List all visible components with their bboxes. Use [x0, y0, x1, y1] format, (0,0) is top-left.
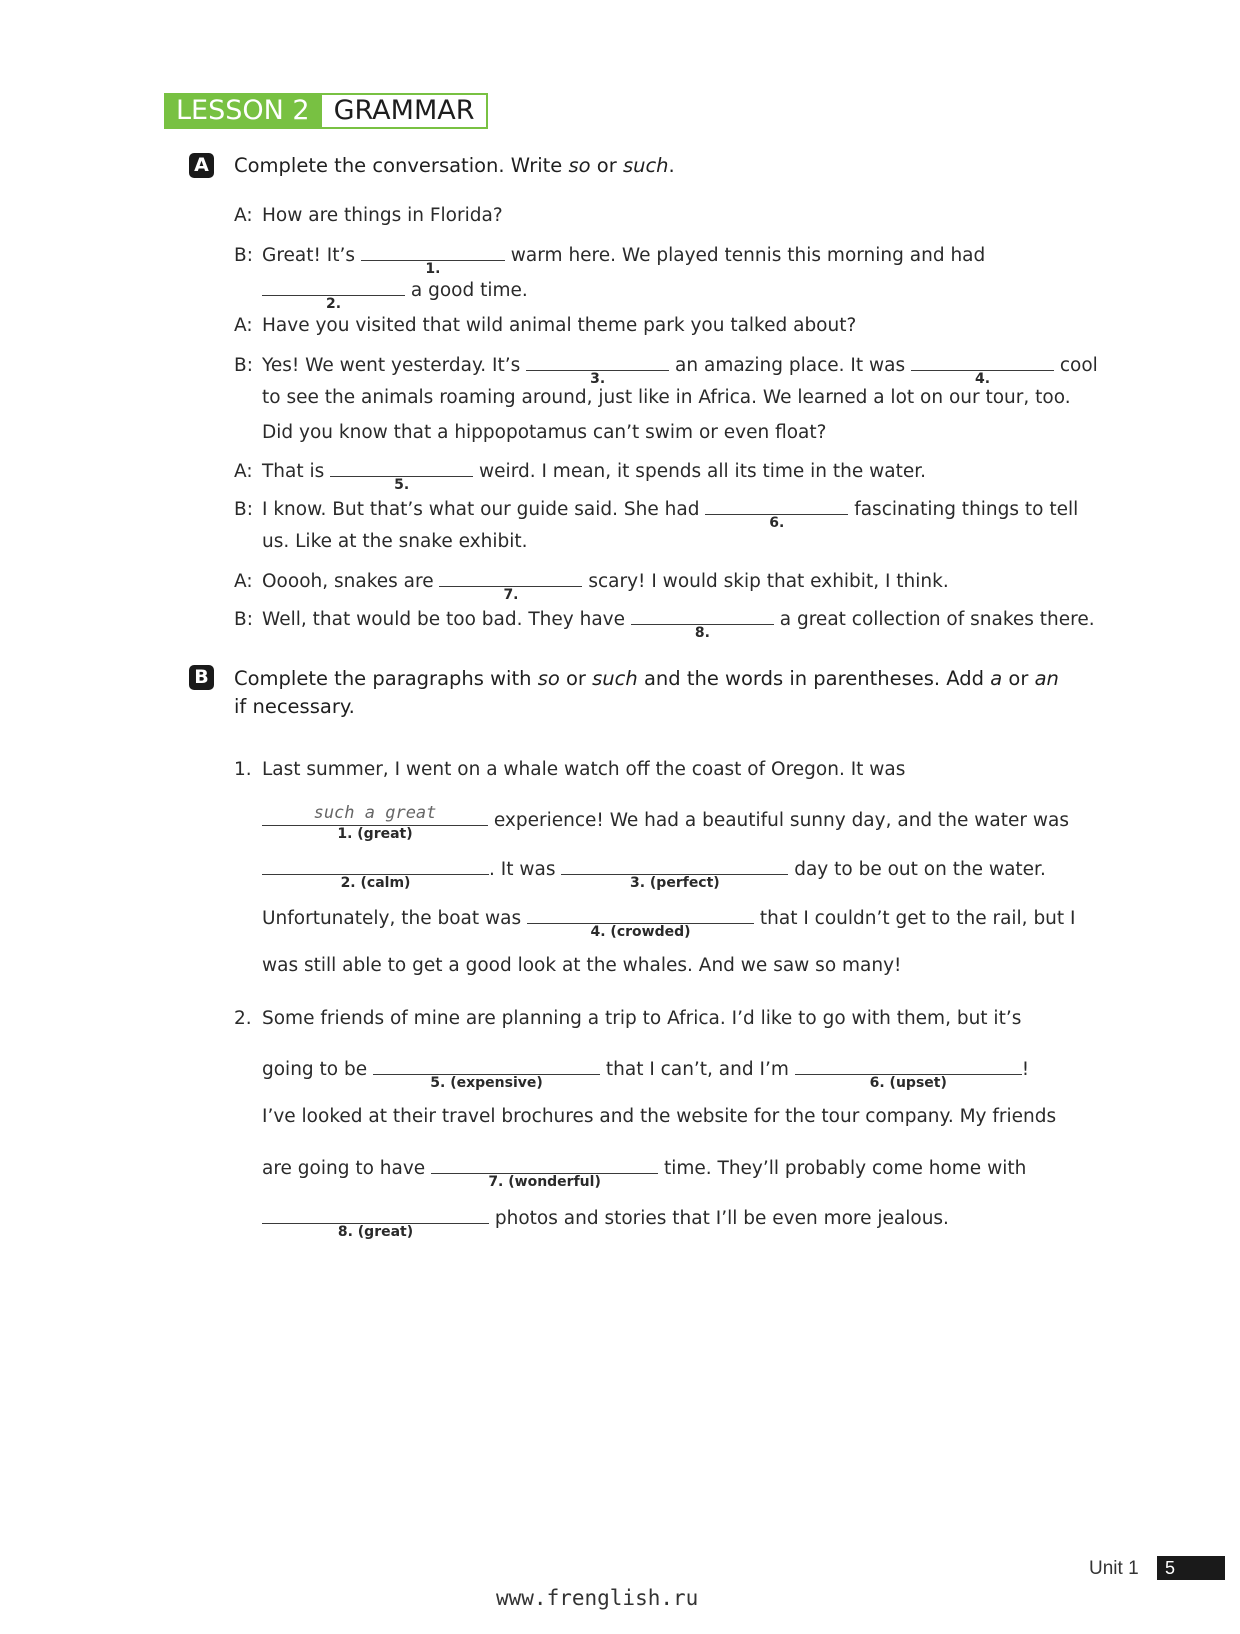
speaker: B: [234, 245, 253, 266]
item-number: 2. [234, 1008, 252, 1029]
paragraph-line [262, 954, 901, 978]
lesson-header [164, 93, 488, 129]
line-text: weird. I mean, it spends all its time in the water. [473, 461, 927, 482]
blank-number: 5. [394, 477, 410, 493]
line-text: I know. But that’s what our guide said. She had [262, 499, 706, 520]
instr-text: if necessary. [234, 695, 355, 718]
instr-text: Complete the conversation. Write [234, 154, 569, 177]
speaker: A: [234, 205, 253, 226]
blank-hint: 2. (calm) [340, 875, 411, 891]
line-text: Great! It’s [262, 245, 361, 266]
speaker: B: [234, 355, 253, 376]
dialogue-line [234, 606, 1095, 641]
line-text: That is [262, 461, 331, 482]
blank-hint: 7. (wonderful) [488, 1174, 601, 1190]
instr-text: or [1002, 667, 1035, 690]
line-text: to see the animals roaming around, just like in Africa. We learned a lot on our tour, too. [262, 387, 1071, 408]
line-text: scary! I would skip that exhibit, I think. [582, 571, 949, 592]
answer-blank[interactable] [439, 568, 582, 603]
blank-number: 1. [425, 261, 441, 277]
dialogue-line [234, 421, 826, 445]
line-text: experience! We had a beautiful sunny day, and the water was [488, 810, 1069, 831]
blank-hint: 5. (expensive) [430, 1075, 543, 1091]
answer-blank[interactable] [262, 856, 489, 891]
section-a-instructions [234, 154, 675, 177]
line-text: an amazing place. It was [669, 355, 911, 376]
answer-blank[interactable] [795, 1056, 1022, 1091]
instr-text: and the words in parentheses. Add [637, 667, 991, 690]
paragraph-line [262, 905, 1076, 940]
instr-italic: such [622, 154, 669, 177]
answer-blank[interactable] [527, 905, 754, 940]
answer-blank[interactable] [911, 352, 1054, 387]
lesson-number: LESSON 2 [166, 95, 322, 127]
answer-blank[interactable] [262, 277, 405, 312]
section-b-instructions [234, 665, 1059, 721]
page-number: 5 [1157, 1556, 1225, 1580]
paragraph-line [262, 803, 1069, 842]
blank-number: 6. [769, 515, 785, 531]
dialogue-line [234, 386, 1071, 410]
speaker: A: [234, 315, 253, 336]
line-text: Did you know that a hippopotamus can’t swim or even float? [262, 422, 827, 443]
line-text: us. Like at the snake exhibit. [262, 531, 528, 552]
paragraph-line [262, 1205, 949, 1240]
line-text: are going to have [262, 1158, 432, 1179]
answer-blank[interactable] [330, 458, 473, 493]
dialogue-line [234, 496, 1079, 531]
line-text: day to be out on the water. [788, 859, 1046, 880]
line-text: that I can’t, and I’m [600, 1059, 795, 1080]
blank-hint: 3. (perfect) [629, 875, 720, 891]
paragraph-line [262, 856, 1046, 891]
instr-italic: so [537, 667, 560, 690]
dialogue-line [234, 458, 927, 493]
line-text: a good time. [405, 280, 528, 301]
blank-number: 4. [974, 371, 991, 387]
answer-blank[interactable] [361, 242, 505, 277]
dialogue-line [234, 277, 528, 312]
line-text: a great collection of snakes there. [773, 609, 1095, 630]
blank-hint: 1. (great) [337, 826, 413, 842]
line-text: Have you visited that wild animal theme park you talked about? [262, 315, 857, 336]
instr-italic: an [1034, 667, 1059, 690]
line-text: cool [1053, 355, 1098, 376]
section-a-badge: A [189, 153, 214, 178]
answer-blank[interactable] [705, 496, 848, 531]
line-text: Ooooh, snakes are [262, 571, 440, 592]
instr-text: Complete the paragraphs with [234, 667, 538, 690]
instr-text: or [590, 154, 623, 177]
watermark: www.frenglish.ru [496, 1586, 699, 1610]
line-text: going to be [262, 1059, 374, 1080]
answer-blank[interactable] [262, 803, 488, 842]
section-b-badge: B [189, 665, 214, 690]
paragraph-line [262, 1155, 1027, 1190]
line-text: time. They’ll probably come home with [658, 1158, 1027, 1179]
dialogue-line [234, 352, 1098, 387]
blank-number: 8. [694, 625, 710, 641]
unit-label: Unit 1 [1089, 1558, 1139, 1579]
line-text: Yes! We went yesterday. It’s [262, 355, 527, 376]
sample-answer: such a great [313, 803, 437, 823]
blank-number: 7. [503, 587, 519, 603]
answer-blank[interactable] [373, 1056, 600, 1091]
instr-italic: so [568, 154, 591, 177]
line-text: I’ve looked at their travel brochures and the website for the tour company. My friends [262, 1106, 1057, 1127]
line-text: that I couldn’t get to the rail, but I [754, 908, 1076, 929]
answer-blank[interactable] [561, 856, 788, 891]
instr-text: . [668, 154, 675, 177]
blank-hint: 4. (crowded) [590, 924, 691, 940]
dialogue-line [234, 314, 856, 338]
line-text: was still able to get a good look at the whales. And we saw so many! [262, 955, 902, 976]
paragraph-line [234, 1007, 1021, 1031]
dialogue-line [234, 242, 986, 277]
paragraph-line [262, 1056, 1030, 1091]
blank-number: 3. [590, 371, 606, 387]
blank-number: 2. [325, 296, 342, 312]
speaker: A: [234, 461, 253, 482]
line-text: Last summer, I went on a whale watch off the coast of Oregon. It was [262, 759, 906, 780]
speaker: B: [234, 609, 253, 630]
line-text: photos and stories that I’ll be even more jealous. [489, 1208, 949, 1229]
answer-blank[interactable] [262, 1205, 489, 1240]
blank-hint: 6. (upset) [869, 1075, 947, 1091]
answer-blank[interactable] [526, 352, 669, 387]
speaker: A: [234, 571, 253, 592]
paragraph-line [234, 758, 905, 782]
line-text: ! [1021, 1059, 1030, 1080]
dialogue-line [234, 530, 528, 554]
line-text: warm here. We played tennis this morning and had [504, 245, 986, 266]
speaker: B: [234, 499, 253, 520]
instr-text: or [559, 667, 593, 690]
line-text: . It was [489, 859, 562, 880]
paragraph-line [262, 1105, 1056, 1129]
dialogue-line [234, 568, 949, 603]
blank-hint: 8. (great) [337, 1224, 414, 1240]
line-text: Some friends of mine are planning a trip to Africa. I’d like to go with them, but it’s [262, 1008, 1022, 1029]
dialogue-line [234, 204, 503, 228]
line-text: fascinating things to tell [848, 499, 1079, 520]
line-text: How are things in Florida? [262, 205, 503, 226]
line-text: Unfortunately, the boat was [262, 908, 527, 929]
answer-blank[interactable] [431, 1155, 658, 1190]
instr-italic: such [592, 667, 638, 690]
line-text: Well, that would be too bad. They have [262, 609, 631, 630]
item-number: 1. [234, 759, 252, 780]
answer-blank[interactable] [631, 606, 774, 641]
lesson-title: GRAMMAR [322, 95, 487, 127]
instr-italic: a [990, 667, 1003, 690]
